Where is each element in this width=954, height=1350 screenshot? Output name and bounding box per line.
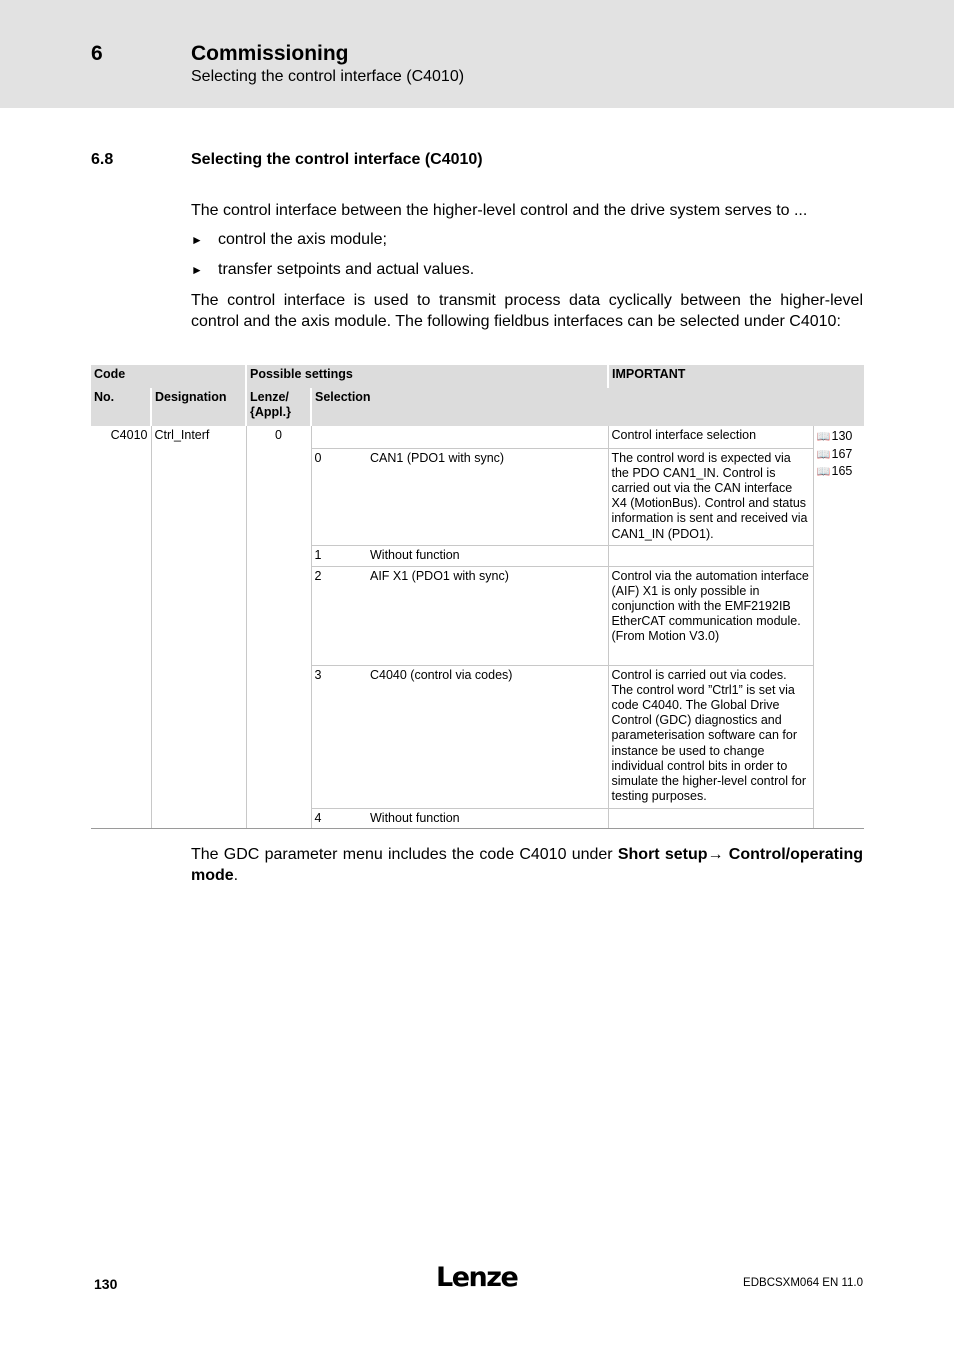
header-important: IMPORTANT (608, 365, 864, 426)
chapter-title: Commissioning (191, 42, 349, 65)
code-designation: Ctrl_Interf (151, 426, 246, 828)
document-reference: EDBCSXM064 EN 11.0 (743, 1277, 863, 1289)
selection-value: 2 (311, 566, 367, 665)
bullet-text: transfer setpoints and actual values. (218, 261, 475, 278)
important-text: The control word is expected via the PDO CAN1_IN. Control is carried out via the CAN interface X4 (MotionBus). Control and status information is sent and received via CAN1_IN (PDO1). (608, 448, 813, 545)
header-code: Code (91, 365, 246, 388)
selection-value: 1 (311, 545, 367, 566)
closing-paragraph (191, 845, 863, 886)
selection-label: AIF X1 (PDO1 with sync) (367, 566, 608, 665)
bullet-item (191, 231, 387, 249)
page-references (813, 426, 864, 828)
important-title: Control interface selection (608, 426, 813, 448)
book-icon: 📖 (816, 466, 831, 478)
selection-label: CAN1 (PDO1 with sync) (367, 448, 608, 545)
chapter-subtitle: Selecting the control interface (C4010) (191, 68, 465, 85)
bullet-arrow-icon: ► (191, 263, 203, 277)
closing-prefix: The GDC parameter menu includes the code C4010 under (191, 846, 618, 863)
book-icon: 📖 (816, 448, 831, 461)
description-paragraph: The control interface is used to transmit process data cyclically between the higher-level control and the axis module. The following fieldbus interfaces can be selected under C4010: (191, 292, 863, 330)
header-designation: Designation (151, 388, 246, 426)
bullet-item (191, 261, 474, 279)
lenze-default: 0 (246, 426, 311, 828)
menu-path-short-setup: Short setup (617, 846, 708, 863)
page-number: 130 (94, 1276, 118, 1292)
parameter-table (91, 365, 864, 829)
selection-empty-cell (311, 426, 608, 448)
chapter-number: 6 (91, 42, 103, 65)
chapter-header-band (0, 0, 954, 108)
header-possible-settings: Possible settings (246, 365, 608, 388)
selection-label: Without function (367, 808, 608, 828)
important-text (608, 545, 813, 566)
menu-path-arrow: → (707, 846, 724, 863)
important-text: Control via the automation interface (AIF) X1 is only possible in conjunction with the EMF2192IB EtherCAT communication module. (From Motion V3.0) (608, 566, 813, 665)
header-lenze-appl: Lenze/ {Appl.} (246, 388, 311, 426)
important-text: Control is carried out via codes. The control word ”Ctrl1” is set via code C4040. The Global Drive Control (GDC) diagnostics and parameterisation software can for instance be used to change individual control bits in order to simulate the higher-level control for testing purposes. (608, 665, 813, 808)
closing-suffix: . (233, 866, 239, 884)
intro-paragraph: The control interface between the higher-level control and the drive system serves to ... (191, 202, 808, 219)
bullet-arrow-icon: ► (191, 233, 203, 247)
page-ref: 📖130 (817, 428, 862, 446)
code-number: C4010 (91, 426, 151, 828)
section-number: 6.8 (91, 151, 114, 168)
lenze-logo: Lenze (436, 1262, 518, 1293)
menu-path-control-mode: Control/operating mode (191, 846, 863, 884)
header-selection: Selection (311, 388, 608, 426)
bullet-text: control the axis module; (218, 231, 387, 248)
page-ref: 📖165 (817, 463, 862, 481)
book-icon: 📖 (816, 431, 831, 443)
selection-value: 3 (311, 665, 367, 808)
page-ref: 📖167 (817, 446, 862, 464)
important-text (608, 808, 813, 828)
section-title: Selecting the control interface (C4010) (191, 151, 483, 168)
selection-value: 4 (314, 810, 322, 825)
selection-value: 0 (311, 448, 367, 545)
selection-label: C4040 (control via codes) (367, 665, 608, 808)
selection-label: Without function (367, 545, 608, 566)
header-no: No. (91, 388, 151, 426)
